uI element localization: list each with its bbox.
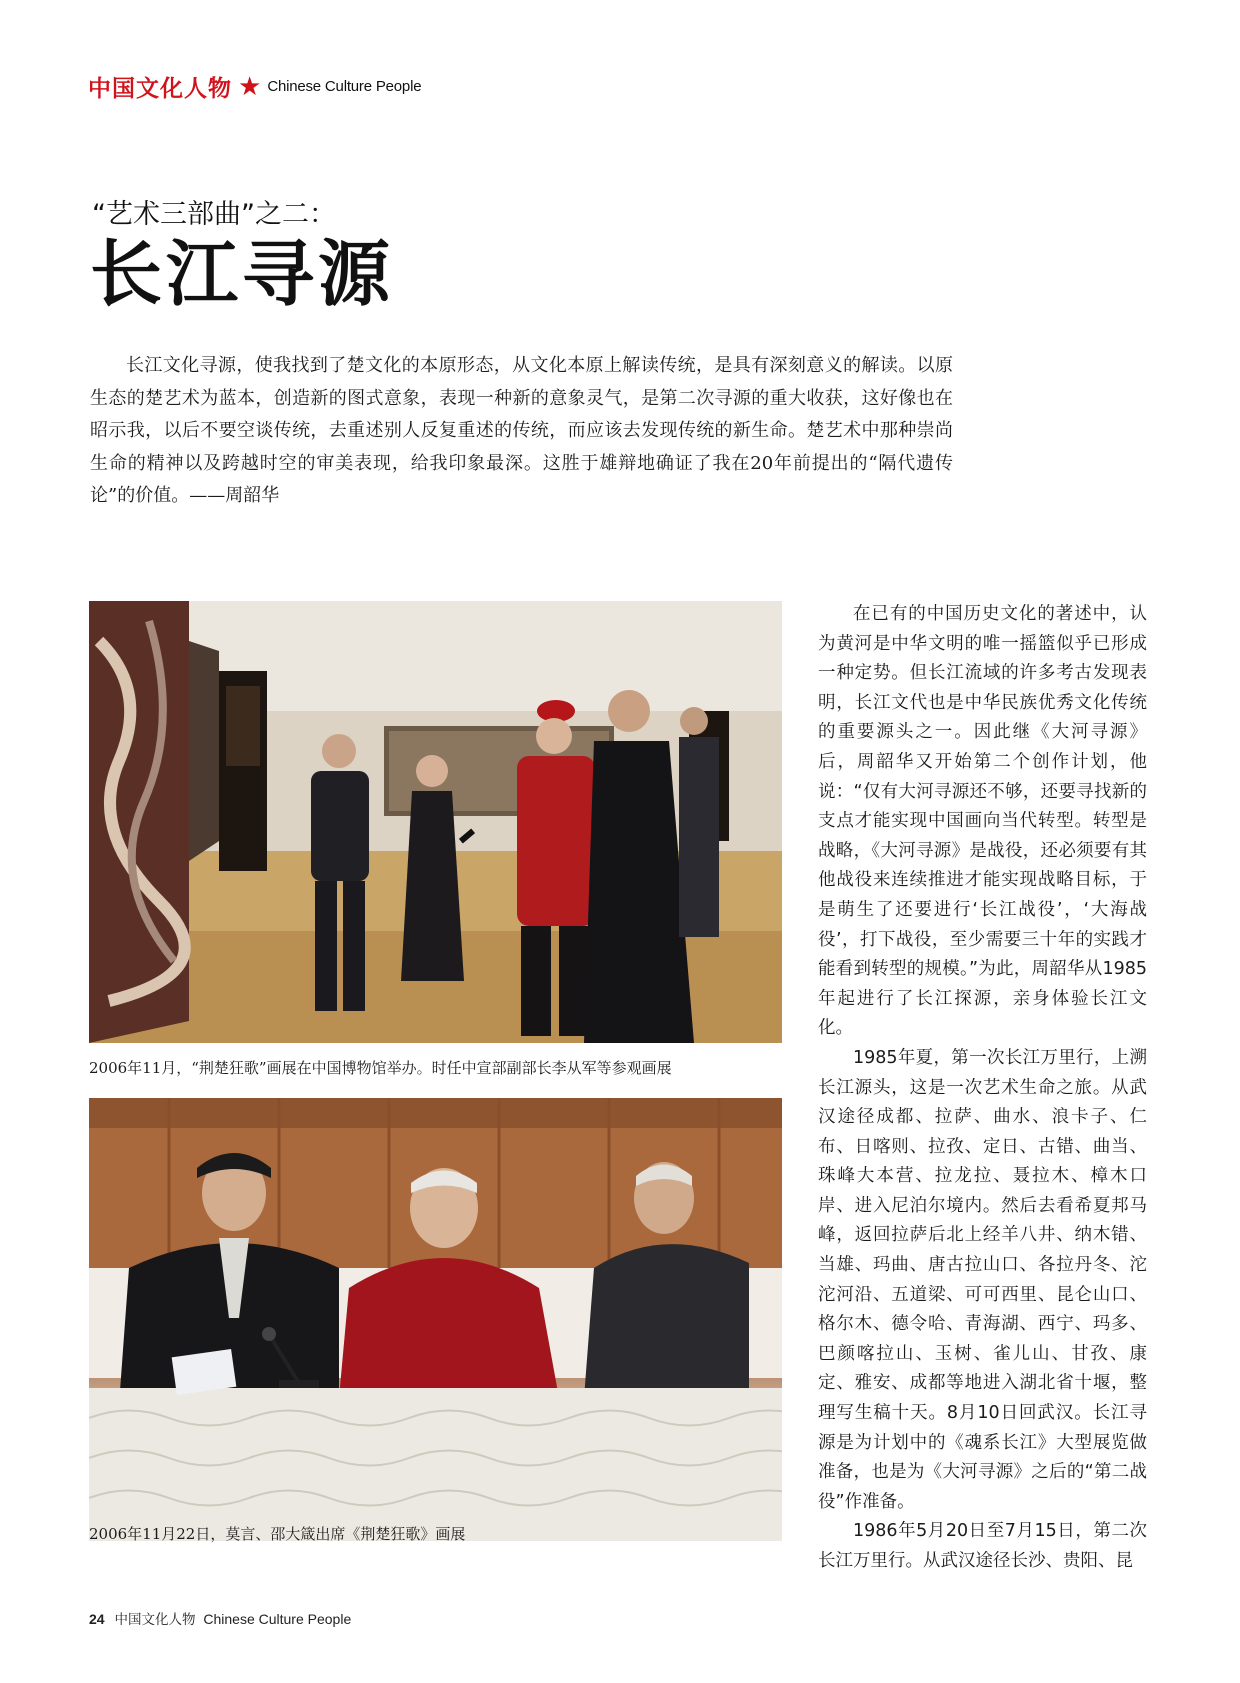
article-title: 长江寻源 [90,231,395,316]
body-paragraph: 1985年夏，第一次长江万里行，上溯长江源头，这是一次艺术生命之旅。从武汉途径成都、拉萨、曲水、浪卡子、仁布、日喀则、拉孜、定日、古错、曲当、珠峰大本营、拉龙拉、聂拉木、樟木口岸、进入尼泊尔境内。然后去看希夏邦马峰，返回拉萨后北上经羊八井、纳木错、当雄、玛曲、唐古拉山口、各拉丹冬、沱沱河沿、五道梁、可可西里、昆仑山口、格尔木、德令哈、青海湖、西宁、玛多、巴颜喀拉山、玉树、雀儿山、甘孜、康定、雅安、成都等地进入湖北省十堰，整理写生稿十天。8月10日回武汉。长江寻源是为计划中的《魂系长江》大型展览做准备，也是为《大河寻源》之后的“第二战役”作准备。 [818,1047,1147,1512]
exhibition-visit-photo [89,601,782,1043]
exhibition-visit-illustration [89,601,782,1043]
page-number: 24 [89,1611,105,1627]
photo-caption: 2006年11月22日，莫言、邵大箴出席《荆楚狂歌》画展 [89,1525,466,1543]
intro-quote: 长江文化寻源，使我找到了楚文化的本原形态，从文化本原上解读传统，是具有深刻意义的解读。以原生态的楚艺术为蓝本，创造新的图式意象，表现一种新的意象灵气，是第二次寻源的重大收获，这好像也在昭示我，以后不要空谈传统，去重述别人反复重述的传统，而应该去发现传统的新生命。楚艺术中那种崇尚生命的精神以及跨越时空的审美表现，给我印象最深。这胜于雄辩地确证了我在20年前提出的“隔代遗传论”的价值。——周韶华 [90,355,953,506]
brand-chinese-name: 中国文化人物 [88,75,232,102]
body-paragraph: 1986年5月20日至7月15日，第二次长江万里行。从武汉途径长沙、贵阳、昆 [818,1521,1147,1571]
footer-publication-en: Chinese Culture People [203,1611,352,1627]
series-title: “艺术三部曲”之二： [92,199,336,230]
press-conference-photo [89,1098,782,1541]
body-paragraph: 在已有的中国历史文化的著述中，认为黄河是中华文明的唯一摇篮似乎已形成一种定势。但长江流域的许多考古发现表明，长江文代也是中华民族优秀文化传统的重要源头之一。因此继《大河寻源》后，周韶华又开始第二个创作计划，他说：“仅有大河寻源还不够，还要寻找新的支点才能实现中国画向当代转型。转型是战略，《大河寻源》是战役，还必须要有其他战役来连续推进才能实现战略目标，于是萌生了还要进行‘长江战役’，‘大海战役’，打下战役，至少需要三十年的实践才能看到转型的规模。”为此，周韶华从1985年起进行了长江探源，亲身体验长江文化。 [818,604,1147,1039]
brand-english-name: Chinese Culture People [267,78,422,95]
page-footer [89,1608,351,1628]
magazine-brand [88,70,421,103]
press-conference-illustration [89,1098,782,1541]
photo-caption: 2006年11月，“荆楚狂歌”画展在中国博物馆举办。时任中宣部副部长李从军等参观画展 [89,1059,672,1077]
star-icon: ★ [238,71,262,102]
article-body [818,600,1147,1577]
footer-publication-cn: 中国文化人物 [114,1612,196,1628]
